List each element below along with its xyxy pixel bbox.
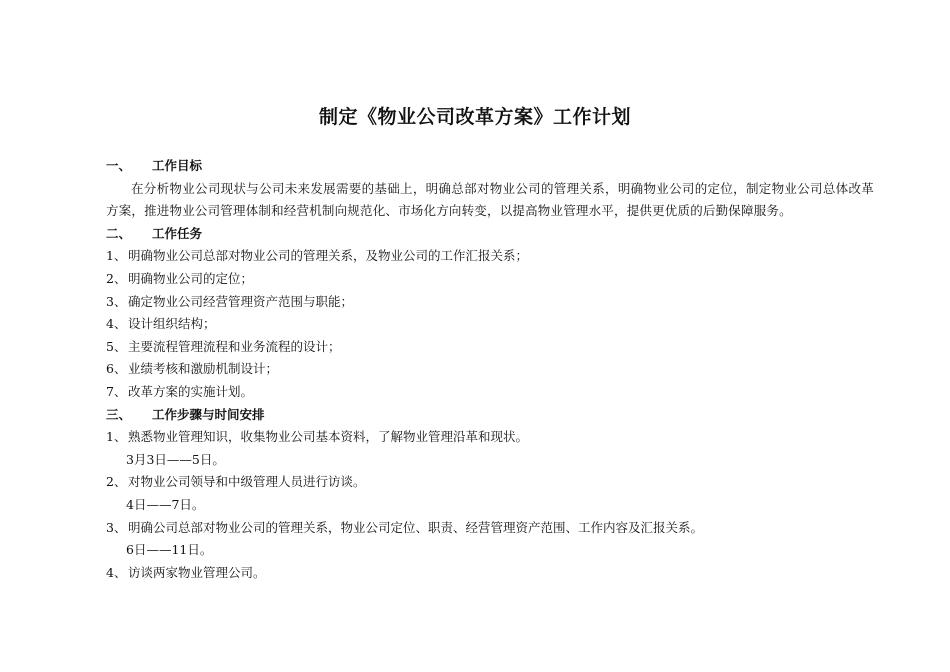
item-number: 3、	[106, 293, 127, 309]
step-item	[106, 426, 874, 449]
list-item	[106, 291, 874, 314]
section-heading-tasks	[106, 223, 874, 246]
item-number: 2、	[106, 270, 127, 286]
list-item	[106, 313, 874, 336]
list-item	[106, 381, 874, 404]
document-body	[106, 155, 874, 584]
item-text: 熟悉物业管理知识，收集物业公司基本资料，了解物业管理沿革和现状。	[128, 429, 529, 445]
item-number: 3、	[106, 519, 127, 535]
document-title: 制定《物业公司改革方案》工作计划	[318, 106, 631, 128]
item-number: 5、	[106, 338, 127, 354]
item-number: 1、	[106, 429, 127, 445]
item-number: 4、	[106, 564, 127, 580]
item-number: 7、	[106, 383, 127, 399]
section-title: 工作步骤与时间安排	[152, 406, 265, 422]
step-item	[106, 471, 874, 494]
section-title: 工作任务	[152, 225, 203, 241]
item-text: 明确公司总部对物业公司的管理关系，物业公司定位、职责、经营管理资产范围、工作内容及汇报关系。	[128, 519, 704, 535]
section-heading-goal	[106, 155, 874, 178]
item-text: 改革方案的实施计划。	[128, 383, 254, 399]
item-number: 6、	[106, 361, 127, 377]
item-text: 对物业公司领导和中级管理人员进行访谈。	[128, 474, 366, 490]
item-number: 4、	[106, 316, 127, 332]
item-text: 确定物业公司经营管理资产范围与职能；	[128, 293, 354, 309]
section-heading-steps	[106, 404, 874, 427]
item-text: 访谈两家物业管理公司。	[128, 564, 266, 580]
item-number: 2、	[106, 474, 127, 490]
item-text: 主要流程管理流程和业务流程的设计；	[128, 338, 341, 354]
item-text: 设计组织结构；	[128, 316, 216, 332]
list-item	[106, 358, 874, 381]
list-item	[106, 336, 874, 359]
item-text: 业绩考核和激励机制设计；	[128, 361, 279, 377]
list-item	[106, 268, 874, 291]
goal-paragraph: 在分析物业公司现状与公司未来发展需要的基础上，明确总部对物业公司的管理关系，明确物业公司的定位，制定物业公司总体改革方案，推进物业公司管理体制和经营机制向规范化、市场化方向转变，以提高物业管理水平，提供更优质的后勤保障服务。	[106, 180, 874, 219]
list-item	[106, 245, 874, 268]
item-number: 1、	[106, 248, 127, 264]
section-number: 二、	[106, 225, 132, 241]
item-text: 明确物业公司的定位；	[128, 270, 254, 286]
step-date: 3月3日——5日。	[126, 451, 225, 467]
step-item	[106, 562, 874, 585]
section-title: 工作目标	[152, 158, 203, 173]
section-number: 三、	[106, 406, 132, 422]
section-number: 一、	[106, 158, 132, 173]
step-date: 4日——7日。	[126, 496, 205, 512]
step-date: 6日——11日。	[126, 542, 213, 558]
item-text: 明确物业公司总部对物业公司的管理关系，及物业公司的工作汇报关系；	[128, 248, 529, 264]
step-item	[106, 517, 874, 540]
